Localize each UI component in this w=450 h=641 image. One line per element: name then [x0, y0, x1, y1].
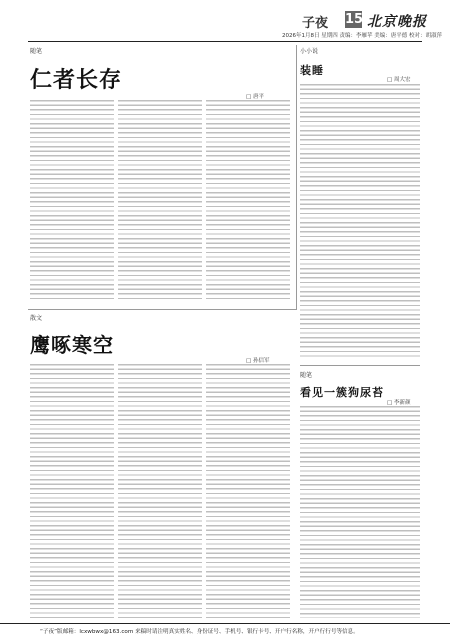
article-third-section: 随笔: [300, 372, 313, 379]
story-section: 小小说: [300, 48, 319, 55]
story-title: 装睡: [300, 64, 324, 77]
article-main-column-1: [30, 100, 114, 302]
article-third-title: 看见一簇狗尿苔: [300, 386, 384, 399]
article-second-column-3: [206, 364, 290, 618]
article-third-body: [300, 406, 420, 618]
section-divider: [28, 309, 296, 310]
date-line: 2026年1月8日 星期四 责编：李雁苹 美编：唐平德 校对：胡淑萍: [282, 33, 442, 39]
article-main-byline: □ 唐平: [246, 94, 264, 100]
section-name: 子夜: [302, 16, 329, 31]
story-body: [300, 84, 420, 358]
article-second-section: 散文: [30, 315, 43, 322]
column-divider: [296, 45, 297, 310]
footer-contact: “子夜”版邮箱：lcxwbwx@163.com 来稿时请注明真实姓名、身份证号、手机号、银行卡号、开户行名称，开户行行号等信息。: [40, 629, 359, 635]
article-second-column-2: [118, 364, 202, 618]
newspaper-logo: 北京晚报: [367, 14, 427, 30]
article-second-byline: □ 孙信军: [246, 358, 270, 364]
article-main-column-2: [118, 100, 202, 302]
header-rule: [28, 41, 422, 42]
article-second-column-1: [30, 364, 114, 618]
article-main-column-3: [206, 100, 290, 302]
page-number: 15: [345, 12, 364, 27]
story-byline: □ 周大宏: [387, 77, 411, 83]
article-second-title: 鹰啄寒空: [30, 333, 114, 357]
right-divider: [300, 365, 420, 366]
article-third-byline: □ 李新颜: [387, 400, 411, 406]
article-main-title: 仁者长存: [30, 67, 123, 93]
article-main-section: 随笔: [30, 48, 43, 55]
